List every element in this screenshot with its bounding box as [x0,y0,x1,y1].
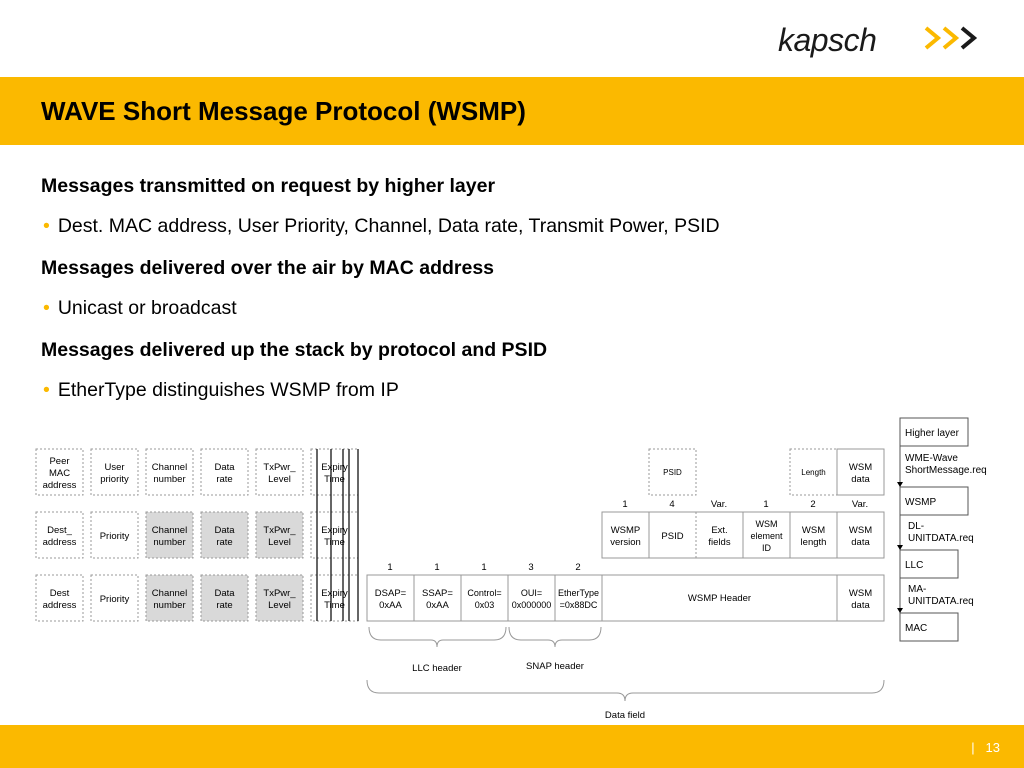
row1-param-0-line: MAC [48,468,71,479]
row2-right-2 [708,525,730,548]
stack-primitive-dl [908,521,974,544]
heading-transmitted: Messages transmitted on request by higher layer [41,175,496,197]
row2-param-0 [43,525,77,548]
bullet-unicast [43,297,237,320]
row3-param-1: Priority [99,594,130,605]
row3-right-0-line: DSAP= [374,588,407,599]
row1-right-2-line: WSM [848,462,873,473]
row2-param-2-line: Channel [151,525,188,536]
row1-param-3-line: Data [214,462,235,473]
row1-param-0-line: Peer [49,456,70,467]
row3-size-1: 1 [434,562,440,573]
row2-frame [602,512,884,558]
row3-right-1-line: SSAP= [422,588,453,599]
row2-right-5-line: WSM [848,525,873,536]
row2-size-2: Var. [710,499,728,510]
row2-right-4-line: WSM [801,525,826,536]
row3-right-6-line: WSM [848,588,873,599]
row3-right-6 [849,588,872,611]
row1-param-2-line: Channel [151,462,188,473]
row3-right-2-line: 0x03 [474,600,495,610]
stack-primitive-wme-line: WME-Wave [905,453,958,464]
row2-size-1: 4 [669,499,675,510]
row3-param-3-line: Data [214,588,235,599]
llc-brace [369,627,506,647]
row3-param-2-line: Channel [151,588,188,599]
row2-size-4: 2 [810,499,816,510]
stack-layer-wsmp: WSMP [905,497,937,508]
row3-right-6-line: data [851,600,870,611]
row3-param-5-line: Time [324,600,345,611]
row3-right-1 [422,588,453,611]
stack-primitive-dl-line: DL- [908,521,925,532]
row2-param-2 [152,525,187,548]
row1-param-2-line: number [153,474,186,485]
row3-right-0-line: 0xAA [379,600,402,611]
row3-size-0: 1 [387,562,393,573]
row2-param-3 [214,525,235,548]
row2-right-5 [849,525,872,548]
stack-primitive-ma-line: MA- [908,584,927,595]
data-field-label: Data field [604,710,646,721]
bullet-ethertype [43,379,399,402]
row2-param-1: Priority [99,531,130,542]
row3-param-3-line: rate [216,600,233,611]
page-number-value: 13 [985,740,1000,755]
row2-params [36,512,358,558]
row3-right-2-line: Control= [467,588,502,598]
row1-right-0: PSID [663,468,682,477]
row1-param-0-line: address [42,480,77,491]
row2-right-0-line: WSMP [610,525,641,536]
row3-param-5 [321,588,348,611]
page-number [971,740,1000,755]
row2-right-2-line: fields [708,537,731,548]
stack-layer-mac: MAC [905,623,928,634]
row1-param-3-line: rate [216,474,233,485]
stack-primitive-wme-line: ShortMessage.req [905,465,987,476]
row3-right-3-line: OUI= [520,588,543,598]
row3-param-0-line: address [42,600,77,611]
row3-right-3-line: 0x000000 [511,600,552,610]
row1-right-2-line: data [851,474,870,485]
row3-param-4-line: TxPwr_ [263,588,296,599]
logo-text: kapsch [778,22,877,58]
row3-right-4-line: EtherType [557,588,600,598]
row2-size-5: Var. [851,499,869,510]
row1-param-3 [214,462,235,485]
bullet-dest-mac [43,215,720,238]
row1-param-4-line: TxPwr_ [263,462,296,473]
heading-delivered-air: Messages delivered over the air by MAC address [41,257,495,279]
row3-param-3 [214,588,235,611]
row2-param-5-line: Time [324,537,345,548]
row2-param-5-line: Expiry [321,525,348,536]
row2-right-0 [610,525,641,548]
logo-arrows-icon [924,20,986,60]
row2-right-4-line: length [800,537,827,548]
row2-right-3-line: element [750,531,783,541]
row2-right-4 [801,525,827,548]
row2-param-0-line: address [42,537,77,548]
row2-right-2-line: Ext. [711,525,728,536]
row3-right-1-line: 0xAA [426,600,449,611]
bullet-text: Unicast or broadcast [57,297,237,319]
row1-params [36,449,358,495]
row2-param-2-line: number [153,537,186,548]
stack-primitive-ma-line: UNITDATA.req [908,596,974,607]
slide-title: WAVE Short Message Protocol (WSMP) [41,96,526,126]
row2-param-3-line: Data [214,525,235,536]
row3-param-2 [152,588,187,611]
stack-layer-llc: LLC [905,560,924,571]
snap-brace [509,627,601,647]
row2-right-0-line: version [610,537,641,548]
row2-right-3-line: ID [762,543,771,553]
row2-right-1: PSID [661,531,684,542]
footer-band [0,725,1024,768]
row3-right-4-line: =0x88DC [559,600,598,610]
stack-layer-higher: Higher layer [905,428,959,439]
page-separator: | [971,740,975,755]
row1-right-2 [849,462,872,485]
llc-header-label: LLC header [412,663,462,674]
row3-param-2-line: number [153,600,186,611]
stack-primitive-ma [908,584,974,607]
row3-size-2: 1 [481,562,487,573]
bullet-dot-icon: • [43,379,50,401]
row1-param-2 [152,462,187,485]
row2-param-4-line: TxPwr_ [263,525,296,536]
row1-param-4-line: Level [268,474,291,485]
bullet-text: EtherType distinguishes WSMP from IP [57,379,399,401]
row3-size-3: 3 [528,562,534,573]
heading-delivered-stack: Messages delivered up the stack by protocol and PSID [41,339,548,361]
row3-size-4: 2 [575,562,581,573]
row3-right-5: WSMP Header [687,593,752,604]
bullet-dot-icon: • [43,215,50,237]
row1-param-1-line: priority [100,474,129,485]
row2-right-5-line: data [851,537,870,548]
snap-header-label: SNAP header [526,661,584,672]
row2-right-3-line: WSM [755,519,778,529]
row2-param-0-line: Dest_ [47,525,72,536]
row3-param-5-line: Expiry [321,588,348,599]
row2-size-3: 1 [763,499,769,510]
row1-param-5-line: Time [324,474,345,485]
row1-param-5 [321,462,348,485]
bullet-dot-icon: • [43,297,50,319]
row2-param-4-line: Level [268,537,291,548]
data-field-brace [367,680,884,701]
row3-param-0-line: Dest [49,588,70,599]
row1-param-5-line: Expiry [321,462,348,473]
bullet-text: Dest. MAC address, User Priority, Channel, Data rate, Transmit Power, PSID [57,215,720,237]
row2-param-5 [321,525,348,548]
row3-params [36,575,358,621]
row1-right-1: Length [801,468,826,477]
stack-primitive-dl-line: UNITDATA.req [908,533,974,544]
stack-primitive-wme [905,453,987,476]
row2-param-3-line: rate [216,537,233,548]
kapsch-logo [778,18,988,62]
row1-param-1-line: User [104,462,125,473]
row2-size-0: 1 [622,499,628,510]
row3-param-4-line: Level [268,600,291,611]
